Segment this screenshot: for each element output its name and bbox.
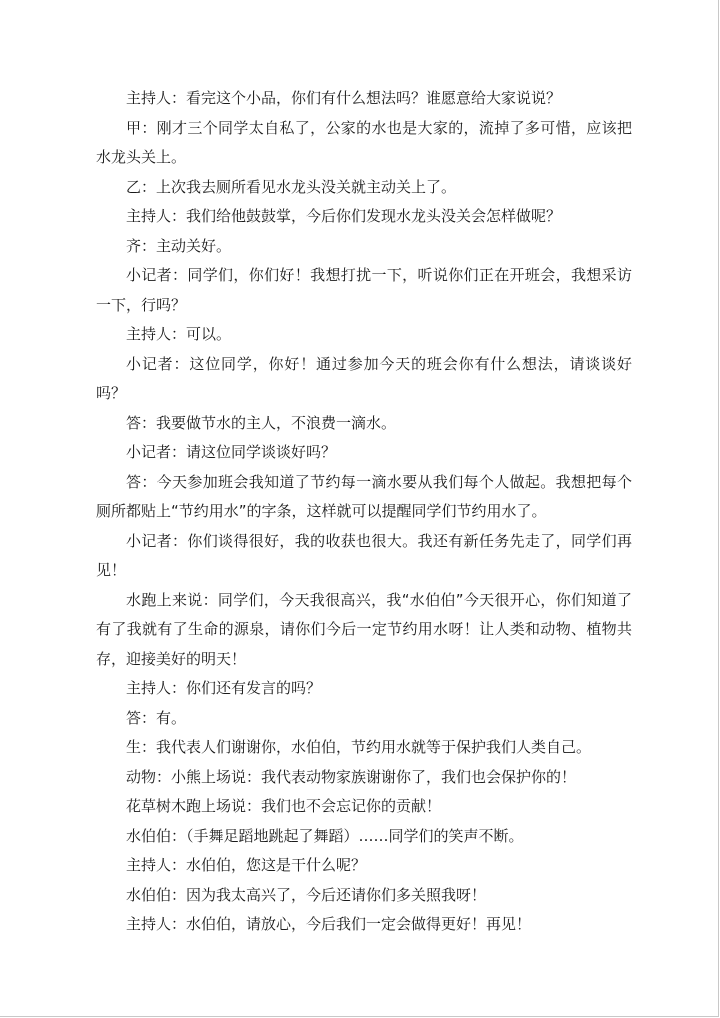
paragraph: 主持人：看完这个小品，你们有什么想法吗？谁愿意给大家说说？ (126, 89, 562, 107)
paragraph: 主持人：水伯伯，您这是干什么呢？ (126, 856, 367, 874)
paragraph: 水伯伯：因为我太高兴了，今后还请你们多关照我呀！ (126, 885, 487, 904)
paragraph: 答：有。 (126, 708, 187, 727)
paragraph: 答：我要做节水的主人，不浪费一滴水。 (126, 413, 397, 432)
paragraph: 主持人：水伯伯，请放心，今后我们一定会做得更好！再见！ (126, 915, 532, 933)
paragraph: 小记者：请这位同学谈谈好吗？ (126, 443, 337, 461)
paragraph: 花草树木跑上场说：我们也不会忘记你的贡献！ (126, 797, 442, 815)
paragraph: 主持人：你们还有发言的吗？ (126, 679, 322, 697)
paragraph: 小记者：这位同学，你好！通过参加今天的班会你有什么想法，请谈谈好吗？ (96, 354, 632, 402)
document-body (96, 84, 632, 940)
paragraph: 主持人：我们给他鼓鼓掌，今后你们发现水龙头没关会怎样做呢？ (126, 207, 562, 225)
paragraph: 小记者：同学们，你们好！我想打扰一下，听说你们正在开班会，我想采访一下，行吗？ (96, 266, 632, 314)
paragraph: 水伯伯：（手舞足蹈地跳起了舞蹈）……同学们的笑声不断。 (126, 826, 524, 845)
paragraph: 乙：上次我去厕所看见水龙头没关就主动关上了。 (126, 177, 457, 196)
paragraph: 甲：刚才三个同学太自私了，公家的水也是大家的，流掉了多可惜，应该把水龙头关上。 (96, 118, 632, 166)
paragraph: 主持人：可以。 (126, 325, 232, 343)
paragraph: 动物：小熊上场说：我代表动物家族谢谢你了，我们也会保护你的！ (126, 767, 577, 786)
paragraph: 齐：主动关好。 (126, 236, 232, 255)
paragraph: 小记者：你们谈得很好，我的收获也很大。我还有新任务先走了，同学们再见！ (96, 531, 632, 579)
paragraph: 水跑上来说：同学们，今天我很高兴，我“水伯伯”今天很开心，你们知道了有了我就有了生命的源泉，请你们今后一定节约用水呀！让人类和动物、植物共存，迎接美好的明天！ (96, 590, 632, 668)
paragraph: 答：今天参加班会我知道了节约每一滴水要从我们每个人做起。我想把每个厕所都贴上“节约用水”的字条，这样就可以提醒同学们节约用水了。 (96, 472, 632, 520)
paragraph: 生：我代表人们谢谢你，水伯伯，节约用水就等于保护我们人类自己。 (126, 738, 592, 756)
